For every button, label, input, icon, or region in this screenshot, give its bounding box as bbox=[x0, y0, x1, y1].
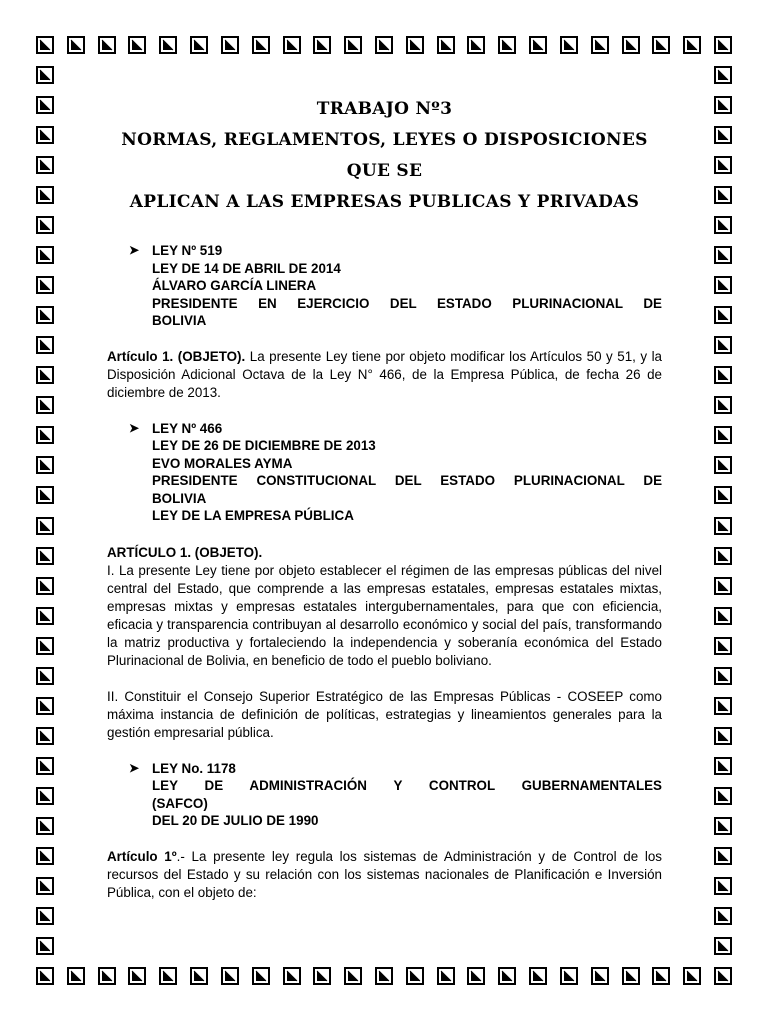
framed-triangle-icon bbox=[36, 817, 54, 835]
article-text: .- La presente ley regula los sistemas de Administración y de Control de los recursos del Estado y su relación con los sistemas nacionales de Planificación e Inversión Pública, con el objeto de: bbox=[107, 848, 662, 900]
title-line: NORMAS, REGLAMENTOS, LEYES O DISPOSICIONES QUE SE bbox=[121, 130, 648, 181]
law-line: PRESIDENTE CONSTITUCIONAL DEL ESTADO PLURINACIONAL DE bbox=[152, 473, 662, 488]
framed-triangle-icon bbox=[714, 817, 732, 835]
framed-triangle-icon bbox=[36, 667, 54, 685]
law-line: PRESIDENTE EN EJERCICIO DEL ESTADO PLURINACIONAL DE bbox=[152, 295, 662, 311]
framed-triangle-icon bbox=[344, 967, 362, 985]
article-label: Artículo 1. (OBJETO). bbox=[107, 348, 246, 364]
article-paragraph bbox=[107, 562, 662, 670]
framed-triangle-icon bbox=[375, 36, 393, 54]
framed-triangle-icon bbox=[714, 877, 732, 895]
framed-triangle-icon bbox=[375, 967, 393, 985]
law-header-1178 bbox=[129, 760, 662, 830]
framed-triangle-icon bbox=[714, 637, 732, 655]
framed-triangle-icon bbox=[283, 36, 301, 54]
framed-triangle-icon bbox=[36, 426, 54, 444]
framed-triangle-icon bbox=[529, 36, 547, 54]
framed-triangle-icon bbox=[437, 967, 455, 985]
framed-triangle-icon bbox=[36, 607, 54, 625]
framed-triangle-icon bbox=[652, 36, 670, 54]
law-line: BOLIVIA bbox=[152, 490, 207, 506]
article-heading bbox=[107, 544, 662, 562]
framed-triangle-icon bbox=[652, 967, 670, 985]
framed-triangle-icon bbox=[714, 847, 732, 865]
framed-triangle-icon bbox=[221, 36, 239, 54]
framed-triangle-icon bbox=[591, 36, 609, 54]
framed-triangle-icon bbox=[36, 577, 54, 595]
article-paragraph bbox=[107, 348, 662, 402]
article-paragraph bbox=[107, 688, 662, 742]
framed-triangle-icon bbox=[252, 967, 270, 985]
framed-triangle-icon bbox=[714, 787, 732, 805]
framed-triangle-icon bbox=[36, 66, 54, 84]
framed-triangle-icon bbox=[714, 66, 732, 84]
framed-triangle-icon bbox=[36, 967, 54, 985]
framed-triangle-icon bbox=[529, 967, 547, 985]
framed-triangle-icon bbox=[36, 276, 54, 294]
framed-triangle-icon bbox=[313, 36, 331, 54]
framed-triangle-icon bbox=[36, 216, 54, 234]
law-line: DEL 20 DE JULIO DE 1990 bbox=[152, 813, 319, 828]
framed-triangle-icon bbox=[36, 336, 54, 354]
framed-triangle-icon bbox=[714, 336, 732, 354]
article-text: II. Constituir el Consejo Superior Estratégico de las Empresas Públicas - COSEEP como máxima instancia de definición de políticas, estrategias y lineamientos generales para la gestión empresarial pública. bbox=[107, 688, 662, 740]
framed-triangle-icon bbox=[36, 186, 54, 204]
framed-triangle-icon bbox=[36, 847, 54, 865]
framed-triangle-icon bbox=[714, 306, 732, 324]
framed-triangle-icon bbox=[36, 547, 54, 565]
article-text: La presente Ley tiene por objeto modificar los Artículos 50 y 51, y la Disposición Adicional Octava de la Ley N° 466, de la Empresa Pública, de fecha 26 de diciembre de 2013. bbox=[107, 348, 663, 400]
framed-triangle-icon bbox=[714, 577, 732, 595]
framed-triangle-icon bbox=[714, 96, 732, 114]
framed-triangle-icon bbox=[36, 757, 54, 775]
framed-triangle-icon bbox=[406, 967, 424, 985]
law-line: LEY No. 1178 bbox=[152, 760, 236, 776]
framed-triangle-icon bbox=[36, 246, 54, 264]
framed-triangle-icon bbox=[36, 637, 54, 655]
framed-triangle-icon bbox=[714, 697, 732, 715]
framed-triangle-icon bbox=[714, 757, 732, 775]
framed-triangle-icon bbox=[252, 36, 270, 54]
framed-triangle-icon bbox=[714, 607, 732, 625]
framed-triangle-icon bbox=[36, 36, 54, 54]
document-title bbox=[107, 94, 662, 218]
law-line: LEY Nº 519 bbox=[152, 243, 223, 258]
framed-triangle-icon bbox=[714, 246, 732, 264]
framed-triangle-icon bbox=[128, 36, 146, 54]
framed-triangle-icon bbox=[437, 36, 455, 54]
framed-triangle-icon bbox=[36, 787, 54, 805]
framed-triangle-icon bbox=[221, 967, 239, 985]
framed-triangle-icon bbox=[67, 967, 85, 985]
title-line: APLICAN A LAS EMPRESAS PUBLICAS Y PRIVADAS bbox=[129, 192, 640, 212]
framed-triangle-icon bbox=[714, 486, 732, 504]
framed-triangle-icon bbox=[714, 667, 732, 685]
arrowhead-bullet-icon: ➤ bbox=[129, 420, 140, 435]
framed-triangle-icon bbox=[36, 366, 54, 384]
framed-triangle-icon bbox=[560, 36, 578, 54]
framed-triangle-icon bbox=[683, 36, 701, 54]
title-line: TRABAJO Nº3 bbox=[316, 99, 453, 119]
framed-triangle-icon bbox=[36, 517, 54, 535]
framed-triangle-icon bbox=[98, 36, 116, 54]
framed-triangle-icon bbox=[36, 937, 54, 955]
framed-triangle-icon bbox=[714, 216, 732, 234]
law-line: LEY DE 26 DE DICIEMBRE DE 2013 bbox=[152, 438, 376, 453]
framed-triangle-icon bbox=[714, 907, 732, 925]
framed-triangle-icon bbox=[714, 366, 732, 384]
document-body bbox=[107, 92, 662, 902]
framed-triangle-icon bbox=[622, 967, 640, 985]
framed-triangle-icon bbox=[714, 547, 732, 565]
framed-triangle-icon bbox=[498, 967, 516, 985]
framed-triangle-icon bbox=[36, 727, 54, 745]
law-line: LEY Nº 466 bbox=[152, 420, 223, 436]
article-paragraph bbox=[107, 848, 662, 902]
framed-triangle-icon bbox=[622, 36, 640, 54]
article-heading-text: ARTÍCULO 1. (OBJETO). bbox=[107, 544, 263, 560]
article-text: I. La presente Ley tiene por objeto establecer el régimen de las empresas públicas del nivel central del Estado, que comprende a las empresas estatales, empresas estatales mixtas, empresas mixtas y empresas estatales intergubernamentales, para que con eficiencia, eficacia y transparencia contribuyan al desarrollo económico y social del país, transformando la matriz productiva y fortaleciendo la independencia y soberanía económica del Estado Plurinacional de Bolivia, en beneficio de todo el pueblo boliviano. bbox=[107, 562, 662, 668]
law-line: LEY DE LA EMPRESA PÚBLICA bbox=[152, 508, 354, 523]
framed-triangle-icon bbox=[467, 36, 485, 54]
law-header-519 bbox=[129, 242, 662, 330]
framed-triangle-icon bbox=[190, 967, 208, 985]
framed-triangle-icon bbox=[128, 967, 146, 985]
framed-triangle-icon bbox=[283, 967, 301, 985]
framed-triangle-icon bbox=[36, 96, 54, 114]
article-label: Artículo 1º bbox=[107, 848, 177, 864]
framed-triangle-icon bbox=[714, 967, 732, 985]
framed-triangle-icon bbox=[36, 306, 54, 324]
framed-triangle-icon bbox=[36, 907, 54, 925]
framed-triangle-icon bbox=[344, 36, 362, 54]
framed-triangle-icon bbox=[36, 126, 54, 144]
law-line: ÁLVARO GARCÍA LINERA bbox=[152, 278, 317, 293]
framed-triangle-icon bbox=[714, 426, 732, 444]
framed-triangle-icon bbox=[560, 967, 578, 985]
framed-triangle-icon bbox=[67, 36, 85, 54]
framed-triangle-icon bbox=[36, 456, 54, 474]
framed-triangle-icon bbox=[714, 36, 732, 54]
framed-triangle-icon bbox=[159, 36, 177, 54]
framed-triangle-icon bbox=[714, 126, 732, 144]
law-line: EVO MORALES AYMA bbox=[152, 455, 293, 471]
framed-triangle-icon bbox=[190, 36, 208, 54]
framed-triangle-icon bbox=[36, 156, 54, 174]
framed-triangle-icon bbox=[98, 967, 116, 985]
framed-triangle-icon bbox=[714, 396, 732, 414]
law-line: LEY DE ADMINISTRACIÓN Y CONTROL GUBERNAMENTALES bbox=[152, 778, 662, 793]
framed-triangle-icon bbox=[714, 456, 732, 474]
arrowhead-bullet-icon: ➤ bbox=[129, 760, 140, 775]
framed-triangle-icon bbox=[36, 697, 54, 715]
framed-triangle-icon bbox=[467, 967, 485, 985]
framed-triangle-icon bbox=[36, 877, 54, 895]
framed-triangle-icon bbox=[714, 727, 732, 745]
framed-triangle-icon bbox=[313, 967, 331, 985]
law-line: (SAFCO) bbox=[152, 795, 208, 811]
framed-triangle-icon bbox=[683, 967, 701, 985]
framed-triangle-icon bbox=[36, 396, 54, 414]
framed-triangle-icon bbox=[498, 36, 516, 54]
law-line: LEY DE 14 DE ABRIL DE 2014 bbox=[152, 260, 341, 276]
law-header-466 bbox=[129, 420, 662, 525]
framed-triangle-icon bbox=[591, 967, 609, 985]
framed-triangle-icon bbox=[159, 967, 177, 985]
framed-triangle-icon bbox=[714, 517, 732, 535]
framed-triangle-icon bbox=[714, 276, 732, 294]
arrowhead-bullet-icon: ➤ bbox=[129, 243, 140, 257]
framed-triangle-icon bbox=[714, 937, 732, 955]
law-line: BOLIVIA bbox=[152, 313, 207, 328]
framed-triangle-icon bbox=[714, 186, 732, 204]
framed-triangle-icon bbox=[714, 156, 732, 174]
framed-triangle-icon bbox=[36, 486, 54, 504]
framed-triangle-icon bbox=[406, 36, 424, 54]
